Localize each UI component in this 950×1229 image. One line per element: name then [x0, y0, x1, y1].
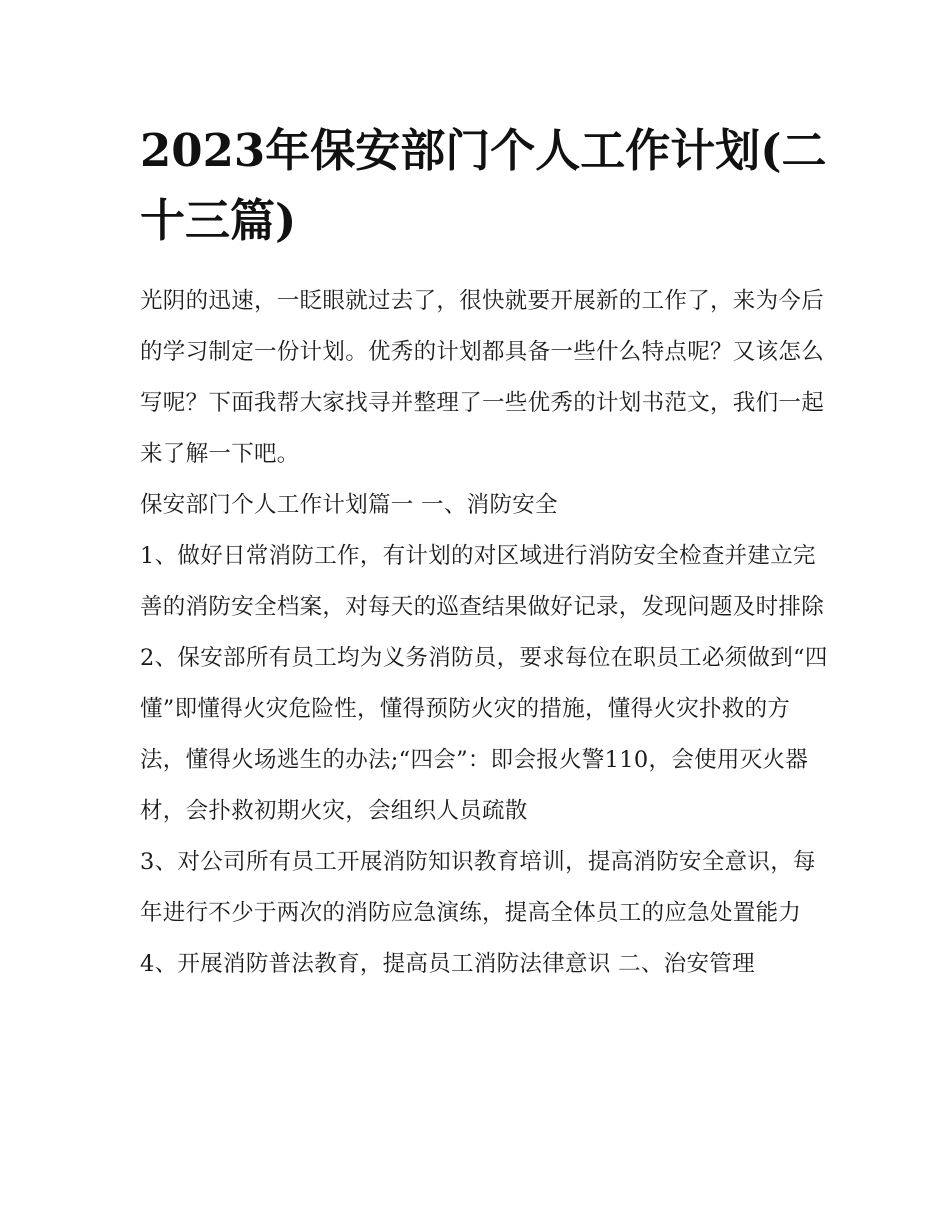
list-item: 4、开展消防普法教育，提高员工消防法律意识 二、治安管理: [140, 951, 755, 977]
section-heading: 保安部门个人工作计划篇一 一、消防安全: [140, 492, 558, 518]
document-title: 2023年保安部门个人工作计划(二十三篇): [140, 124, 827, 247]
list-item: 2、保安部所有员工均为义务消防员，要求每位在职员工必须做到“四懂”即懂得火灾危险性，懂得预防火灾的措施，懂得火灾扑救的方法，懂得火场逃生的办法;“四会”：即会报火警110，会使用灭火器材，会扑救初期火灾，会组织人员疏散: [140, 645, 828, 824]
document-body: [140, 276, 830, 990]
list-item: 3、对公司所有员工开展消防知识教育培训，提高消防安全意识，每年进行不少于两次的消防应急演练，提高全体员工的应急处置能力: [140, 849, 816, 926]
list-item: 1、做好日常消防工作，有计划的对区域进行消防安全检查并建立完善的消防安全档案，对每天的巡查结果做好记录，发现问题及时排除: [140, 543, 825, 620]
intro-paragraph: 光阴的迅速，一眨眼就过去了，很快就要开展新的工作了，来为今后的学习制定一份计划。优秀的计划都具备一些什么特点呢？又该怎么写呢？下面我帮大家找寻并整理了一些优秀的计划书范文，我们一起来了解一下吧。: [140, 288, 825, 467]
